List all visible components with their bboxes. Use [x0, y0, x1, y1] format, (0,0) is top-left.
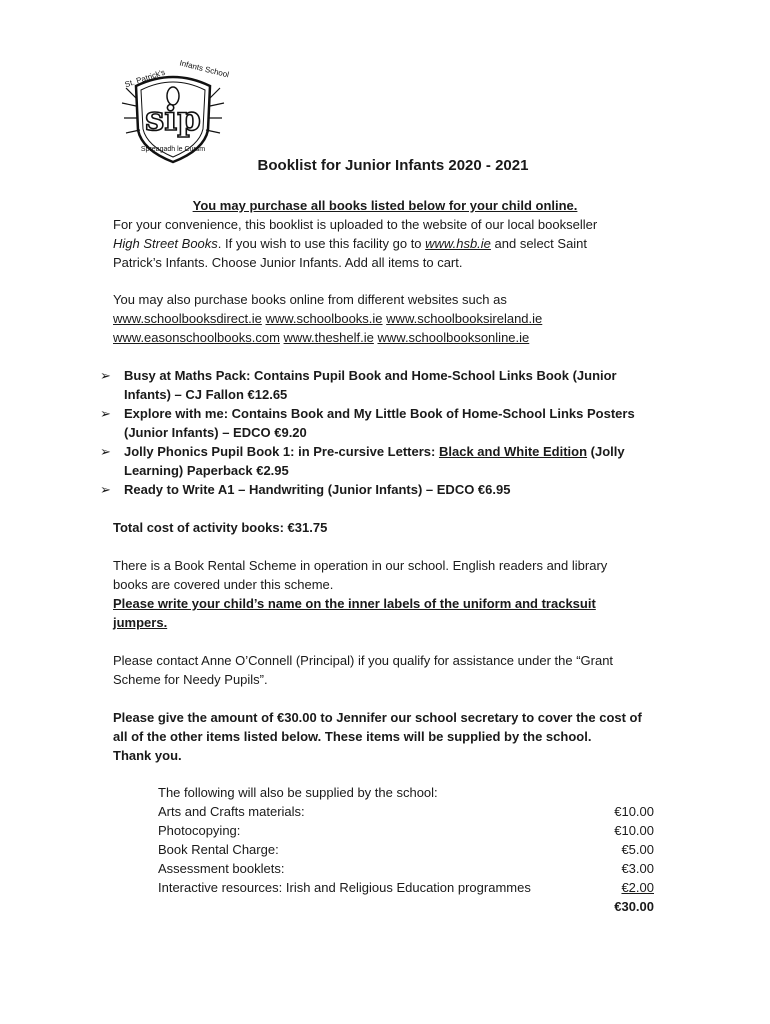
school-supplies-list	[158, 783, 654, 916]
website-link[interactable]: www.schoolbooksonline.ie	[377, 330, 530, 345]
contact-paragraph: Please contact Anne O’Connell (Principal) if you qualify for assistance under the “Grant Scheme for Needy Pupils”.	[113, 653, 614, 687]
intro-paragraph	[113, 215, 673, 272]
book-item: ➢ Explore with me: Contains Book and My Little Book of Home-School Links Posters (Junior Infants) – EDCO €9.20	[100, 406, 635, 440]
arrow-bullet-icon: ➢	[100, 482, 111, 497]
arrow-bullet-icon: ➢	[100, 406, 111, 421]
crest-top-text: St. Patrick's	[123, 67, 167, 90]
rental-paragraph: There is a Book Rental Scheme in operation in our school. English readers and library books are covered under this scheme. Please write your child’s name on the inner labels of the uniform and tracksuit jumpers.	[113, 556, 673, 632]
websites-line: You may also purchase books online from different websites such as	[113, 292, 507, 307]
supply-row: Assessment booklets: €3.00	[158, 861, 654, 876]
book-item: ➢ Jolly Phonics Pupil Book 1: in Pre-cursive Letters: Black and White Edition (Jolly Learning) Paperback €2.95	[100, 444, 625, 478]
supply-row: Photocopying: €10.00	[158, 823, 654, 838]
crest-monogram: sip	[145, 99, 201, 139]
website-link[interactable]: www.schoolbooksireland.ie	[386, 311, 543, 326]
intro-line-3: Patrick’s Infants. Choose Junior Infants. Add all items to cart.	[113, 255, 463, 270]
online-heading: You may purchase all books listed below for your child online.	[192, 198, 578, 213]
website-links-row-1	[113, 309, 673, 328]
hsb-link[interactable]: www.hsb.ie	[425, 236, 491, 251]
book-item: ➢ Busy at Maths Pack: Contains Pupil Book and Home-School Links Book (Junior Infants) – CJ Fallon €12.65	[100, 368, 617, 402]
arrow-bullet-icon: ➢	[100, 444, 111, 459]
supply-row: Interactive resources: Irish and Religious Education programmes €2.00	[158, 880, 654, 895]
website-link[interactable]: www.easonschoolbooks.com	[113, 330, 280, 345]
intro-line-2: High Street Books. If you wish to use this facility go to www.hsb.ie and select Saint	[113, 236, 588, 251]
payment-paragraph: Please give the amount of €30.00 to Jennifer our school secretary to cover the cost of all of the other items listed below. These items will be supplied by the school. Thank you.	[113, 710, 642, 763]
bookseller-name: High Street Books	[113, 236, 218, 251]
page-title: Booklist for Junior Infants 2020 - 2021	[257, 157, 529, 174]
svg-text:Infants School: Infants School	[178, 58, 230, 80]
activity-books-total: Total cost of activity books: €31.75	[113, 520, 328, 535]
supply-row: Arts and Crafts materials: €10.00	[158, 804, 654, 819]
school-crest-logo	[108, 58, 238, 170]
crest-motto: Spreagadh le Cursm	[140, 146, 206, 153]
website-link[interactable]: www.schoolbooksdirect.ie	[113, 311, 262, 326]
websites-paragraph	[113, 290, 673, 347]
edition-underlined: Black and White Edition	[438, 444, 588, 459]
website-links-row-2	[113, 328, 673, 347]
supplies-total: €30.00	[614, 899, 654, 914]
book-item: ➢ Ready to Write A1 – Handwriting (Junior Infants) – EDCO €6.95	[100, 482, 511, 497]
book-list	[100, 366, 660, 499]
supplies-total-row	[158, 897, 654, 916]
supplies-heading: The following will also be supplied by the school:	[158, 785, 438, 800]
supply-row: Book Rental Charge: €5.00	[158, 842, 654, 857]
intro-line-1: For your convenience, this booklist is uploaded to the website of our local bookseller	[113, 217, 598, 232]
name-label-notice: Please write your child’s name on the inner labels of the uniform and tracksuit	[113, 596, 596, 611]
arrow-bullet-icon: ➢	[100, 368, 111, 383]
website-link[interactable]: www.schoolbooks.ie	[265, 311, 383, 326]
website-link[interactable]: www.theshelf.ie	[283, 330, 374, 345]
